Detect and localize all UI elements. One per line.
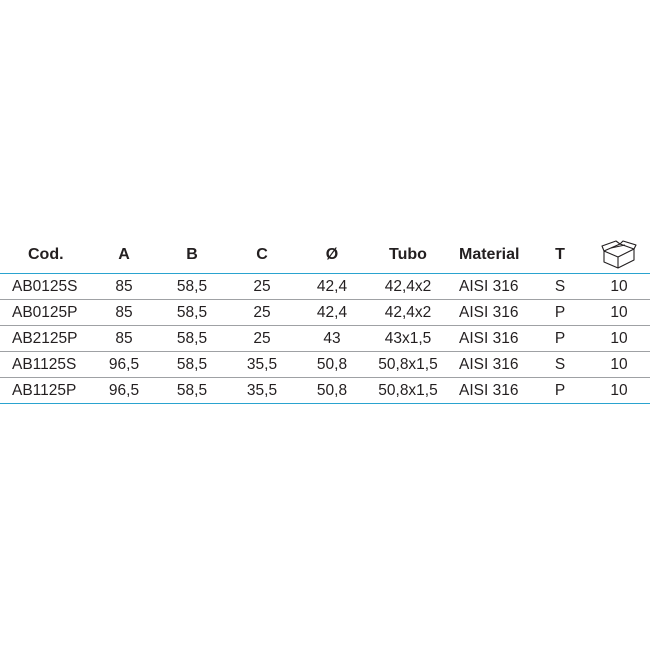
cell-diameter: 50,8 <box>316 382 348 399</box>
cell-b: 58,5 <box>176 330 208 347</box>
cell-b: 58,5 <box>176 356 208 373</box>
cell-material: AISI 316 <box>459 304 519 321</box>
cell-tubo: 42,4x2 <box>384 304 432 321</box>
cell-a: 96,5 <box>108 356 140 373</box>
header-c: C <box>256 246 268 263</box>
cell-material: AISI 316 <box>459 278 519 295</box>
cell-qty: 10 <box>610 356 628 373</box>
cell-c: 35,5 <box>246 356 278 373</box>
spec-table <box>0 236 650 404</box>
package-box-icon <box>601 236 637 274</box>
cell-code: AB1125P <box>12 382 77 399</box>
cell-b: 58,5 <box>176 382 208 399</box>
cell-tubo: 50,8x1,5 <box>378 382 438 399</box>
cell-t: S <box>554 356 566 373</box>
cell-diameter: 42,4 <box>316 278 348 295</box>
cell-a: 85 <box>115 278 133 295</box>
cell-material: AISI 316 <box>459 330 519 347</box>
cell-b: 58,5 <box>176 278 208 295</box>
table-row <box>0 378 650 404</box>
cell-c: 35,5 <box>246 382 278 399</box>
table-row <box>0 300 650 326</box>
cell-t: P <box>554 304 566 321</box>
cell-t: P <box>554 330 566 347</box>
header-t: T <box>555 246 565 263</box>
cell-t: P <box>554 382 566 399</box>
table-body <box>0 274 650 404</box>
row-divider <box>0 403 650 405</box>
cell-a: 96,5 <box>108 382 140 399</box>
cell-tubo: 50,8x1,5 <box>378 356 438 373</box>
header-diameter: Ø <box>325 246 339 263</box>
cell-material: AISI 316 <box>459 356 519 373</box>
cell-code: AB2125P <box>12 330 78 347</box>
cell-diameter: 50,8 <box>316 356 348 373</box>
table-row <box>0 274 650 300</box>
cell-a: 85 <box>115 304 133 321</box>
cell-code: AB0125S <box>12 278 78 295</box>
cell-code: AB1125S <box>12 356 77 373</box>
cell-material: AISI 316 <box>459 382 519 399</box>
header-a: A <box>118 246 130 263</box>
cell-a: 85 <box>115 330 133 347</box>
header-code: Cod. <box>28 246 64 263</box>
table-row <box>0 326 650 352</box>
cell-t: S <box>554 278 566 295</box>
cell-c: 25 <box>253 278 271 295</box>
cell-diameter: 43 <box>323 330 341 347</box>
cell-qty: 10 <box>610 382 628 399</box>
cell-qty: 10 <box>610 330 628 347</box>
cell-c: 25 <box>253 330 271 347</box>
cell-code: AB0125P <box>12 304 78 321</box>
cell-qty: 10 <box>610 278 628 295</box>
cell-c: 25 <box>253 304 271 321</box>
header-material: Material <box>459 246 520 263</box>
cell-tubo: 43x1,5 <box>384 330 432 347</box>
cell-diameter: 42,4 <box>316 304 348 321</box>
header-b: B <box>186 246 198 263</box>
table-header-row <box>0 236 650 274</box>
table-row <box>0 352 650 378</box>
cell-b: 58,5 <box>176 304 208 321</box>
cell-qty: 10 <box>610 304 628 321</box>
header-tubo: Tubo <box>389 246 427 263</box>
cell-tubo: 42,4x2 <box>384 278 432 295</box>
